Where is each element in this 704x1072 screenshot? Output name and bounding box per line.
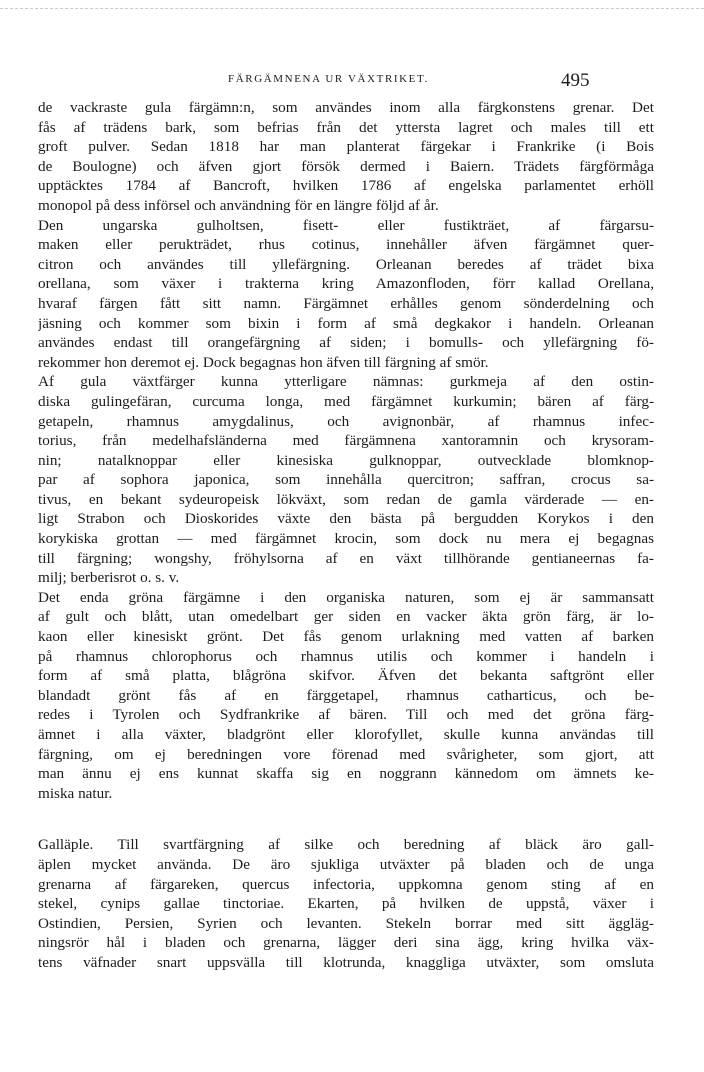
- text-line: ningsrör hål i bladen och grenarna, lägger deri sina ägg, kring hvilka väx-: [38, 934, 654, 952]
- text-line: jäsning och kommer som bixin i form af små degkakor i handeln. Orleanan: [38, 314, 654, 332]
- text-line: ämnet i alla växter, bladgrönt eller klorofyllet, skulle kunna användas till: [38, 726, 654, 743]
- text-line: miska natur.: [38, 784, 113, 802]
- running-header: [0, 70, 704, 92]
- paragraph-galläple: [38, 835, 654, 972]
- text-line: Af gula växtfärger kunna ytterligare nämnas: gurkmeja af den ostin-: [38, 373, 654, 391]
- text-line: orellana, som växer i trakterna kring Amazonfloden, förr kallad Orellana,: [38, 275, 654, 293]
- text-line: till färgning; wongshy, fröhylsorna af en växt tillhörande gentianeernas fa-: [38, 549, 654, 567]
- text-line: blandadt grönt fås af en färggetapel, rhamnus catharticus, och be-: [38, 686, 654, 704]
- text-line: torius, från medelhafsländerna med färgämnena xantoramnin och krysoram-: [38, 432, 654, 450]
- body-text: [38, 98, 654, 973]
- text-line: hvaraf färgen fått sitt namn. Färgämnet erhålles genom sönderdelning och: [38, 294, 654, 312]
- text-line: de Boulogne) och äfven gjort försök dermed i Baiern. Trädets färgförmåga: [38, 157, 654, 175]
- text-line: färgning, om ej beredningen vore förenad med svårigheter, som gjort, att: [38, 745, 654, 763]
- text-line: på rhamnus chlorophorus och rhamnus utilis och kommer i handeln i: [38, 647, 654, 665]
- text-line: upptäcktes 1784 af Bancroft, hvilken 1786 af engelska parlamentet erhöll: [38, 177, 654, 195]
- text-line: äplen mycket använda. De äro sjukliga utväxter på bladen och de unga: [38, 855, 654, 873]
- text-line: rekommer hon deremot ej. Dock begagnas hon äfven till färgning af smör.: [38, 353, 489, 371]
- text-line: ligt Strabon och Dioskorides växte den bästa på bergudden Korykos i den: [38, 510, 654, 528]
- text-line: nin; natalknoppar eller kinesiska gulknoppar, outvecklade blomknop-: [38, 451, 654, 469]
- text-line: par af sophora japonica, som innehålla quercitron; saffran, crocus sa-: [38, 471, 654, 489]
- paragraph-2: [38, 216, 654, 373]
- running-title: FÄRGÄMNENA UR VÄXTRIKET.: [228, 73, 429, 85]
- text-line: monopol på dess införsel och användning för en längre följd af år.: [38, 196, 439, 214]
- text-line: Den ungarska gulholtsen, fisett- eller fustikträet, af färgarsu-: [38, 216, 654, 234]
- section-gap: [38, 803, 654, 835]
- text-line: af gult och blått, utan omedelbart ger siden en vacker äkta grön färg, är lo-: [38, 608, 654, 626]
- text-line: korykiska grottan — med färgämnet krocin, som dock nu mera ej begagnas: [38, 530, 654, 548]
- paragraph-3: [38, 372, 654, 588]
- text-line: användes endast till orangefärgning af siden; i bomulls- och yllefärgning fö-: [38, 334, 654, 352]
- text-line: redes i Tyrolen och Sydfrankrike af bären. Till och med det gröna färg-: [38, 706, 654, 724]
- text-line: getapeln, rhamnus amygdalinus, och avignonbär, af rhamnus infec-: [38, 412, 654, 430]
- text-line: citron och användes till yllefärgning. Orleanan beredes af trädet bixa: [38, 255, 654, 273]
- paragraph-1: [38, 98, 654, 216]
- text-line: Galläple. Till svartfärgning af silke och beredning af bläck äro gall-: [38, 836, 654, 854]
- text-line: grenarna af färgareken, quercus infectoria, uppkomna genom sting af en: [38, 875, 654, 893]
- text-line: Det enda gröna färgämne i den organiska naturen, som ej är sammansatt: [38, 588, 654, 606]
- page-top-edge-rule: [0, 8, 704, 9]
- text-line: de vackraste gula färgämn:n, som användes inom alla färgkonstens grenar. Det: [38, 99, 654, 116]
- text-line: fås af trädens bark, som befrias från det yttersta lagret och males till ett: [38, 118, 654, 136]
- text-line: milj; berberisrot o. s. v.: [38, 569, 180, 587]
- text-line: tens väfnader snart uppsvälla till klotrunda, knaggliga utväxter, som omsluta: [38, 953, 654, 971]
- text-line: form af små platta, blågröna skifvor. Äfven det bekanta saftgrönt eller: [38, 667, 654, 685]
- page-number: 495: [561, 70, 590, 91]
- text-line: tivus, en bekant sydeuropeisk lökväxt, som redan de gamla värderade — en-: [38, 490, 654, 508]
- text-line: stekel, cynips gallae tinctoriae. Ekarten, på hvilken de uppstå, växer i: [38, 895, 654, 913]
- text-line: diska gulingefäran, curcuma longa, med färgämnet kurkumin; bären af färg-: [38, 392, 654, 410]
- text-line: kaon eller kinesiskt grönt. Det fås genom urlakning med vatten af barken: [38, 628, 654, 646]
- text-line: maken eller perukträdet, rhus cotinus, innehåller äfven färgämnet quer-: [38, 236, 654, 254]
- text-line: man ännu ej ens kunnat skaffa sig en noggrann kännedom om ämnets ke-: [38, 765, 654, 783]
- paragraph-4: [38, 588, 654, 804]
- text-line: groft pulver. Sedan 1818 har man planterat färgekar i Frankrike (i Bois: [38, 138, 654, 156]
- text-line: Ostindien, Persien, Syrien och levanten. Stekeln borrar med sitt äggläg-: [38, 914, 654, 932]
